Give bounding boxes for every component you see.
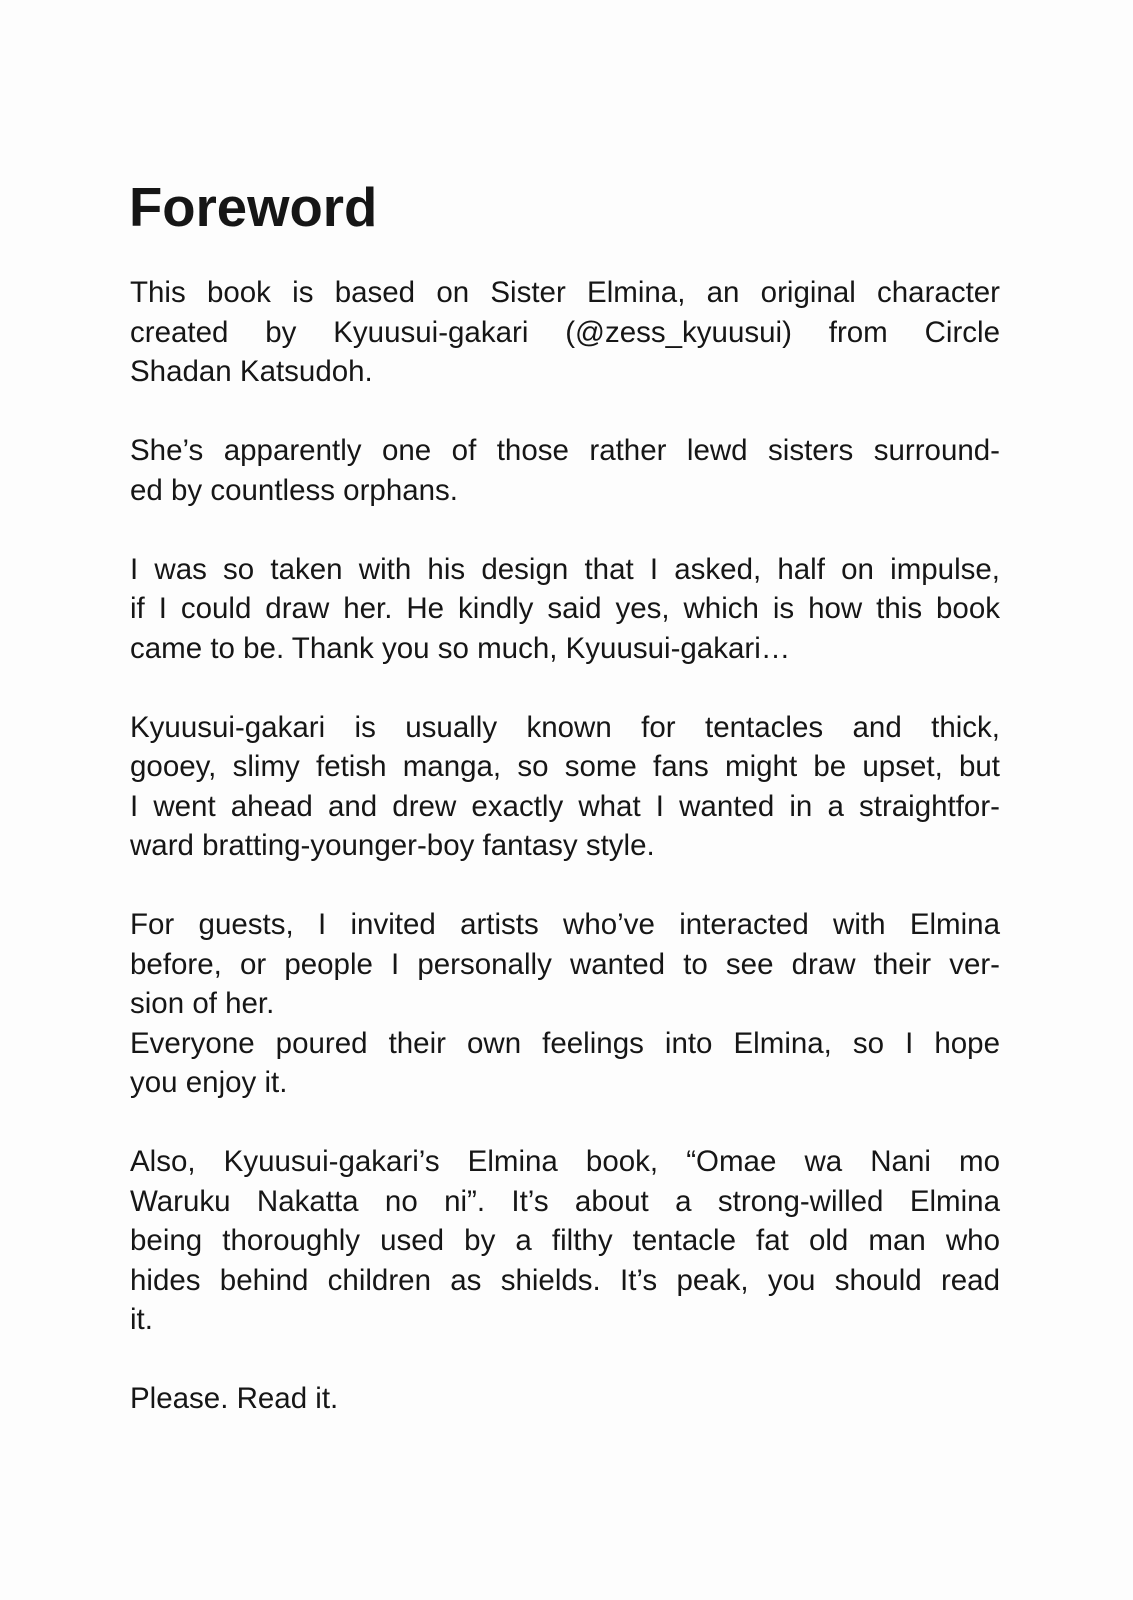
paragraph-line: if I could draw her. He kindly said yes, which is how this book [130, 592, 1000, 625]
paragraph-line: ward bratting-younger-boy fantasy style. [130, 829, 655, 862]
paragraph-line: Kyuusui-gakari is usually known for tentacles and thick, [130, 710, 1000, 744]
paragraph-line: created by Kyuusui-gakari (@zess_kyuusui) from Circle [130, 315, 1000, 349]
paragraph-line: She’s apparently one of those rather lewd sisters surround- [130, 434, 1000, 467]
paragraph-line: Please. Read it. [130, 1382, 339, 1415]
paragraph-line: sion of her. [130, 987, 275, 1020]
paragraph [130, 1379, 1000, 1419]
paragraph-line: being thoroughly used by a filthy tentacle fat old man who [130, 1224, 1000, 1257]
paragraph-line: Everyone poured their own feelings into Elmina, so I hope [130, 1026, 1000, 1060]
paragraph [130, 431, 1000, 510]
page-title: Foreword [129, 177, 378, 238]
paragraph [130, 550, 1000, 669]
paragraph-line: it. [130, 1303, 153, 1336]
paragraph-line: before, or people I personally wanted to see draw their ver- [130, 947, 1000, 981]
paragraph-line: gooey, slimy fetish manga, so some fans might be upset, but [130, 750, 1000, 783]
paragraph-line: Also, Kyuusui-gakari’s Elmina book, “Omae wa Nani mo [130, 1145, 1000, 1178]
paragraph-line: This book is based on Sister Elmina, an original character [130, 276, 1000, 309]
paragraph [130, 273, 1000, 392]
paragraph-line: hides behind children as shields. It’s peak, you should read [130, 1263, 1000, 1297]
paragraph-line: For guests, I invited artists who’ve interacted with Elmina [130, 908, 1000, 941]
paragraph [130, 1142, 1000, 1340]
paragraph-line: I went ahead and drew exactly what I wanted in a straightfor- [130, 789, 1000, 823]
paragraph [130, 1024, 1000, 1103]
paragraph-line: Shadan Katsudoh. [130, 355, 373, 388]
paragraph [130, 708, 1000, 866]
foreword-body [130, 273, 1000, 1419]
paragraph-line: you enjoy it. [130, 1066, 288, 1099]
paragraph-line: ed by countless orphans. [130, 473, 458, 507]
paragraph-line: came to be. Thank you so much, Kyuusui-gakari… [130, 631, 791, 665]
paragraph [130, 905, 1000, 1024]
paragraph-line: Waruku Nakatta no ni”. It’s about a strong-willed Elmina [130, 1184, 1000, 1218]
paragraph-line: I was so taken with his design that I asked, half on impulse, [130, 552, 1000, 586]
